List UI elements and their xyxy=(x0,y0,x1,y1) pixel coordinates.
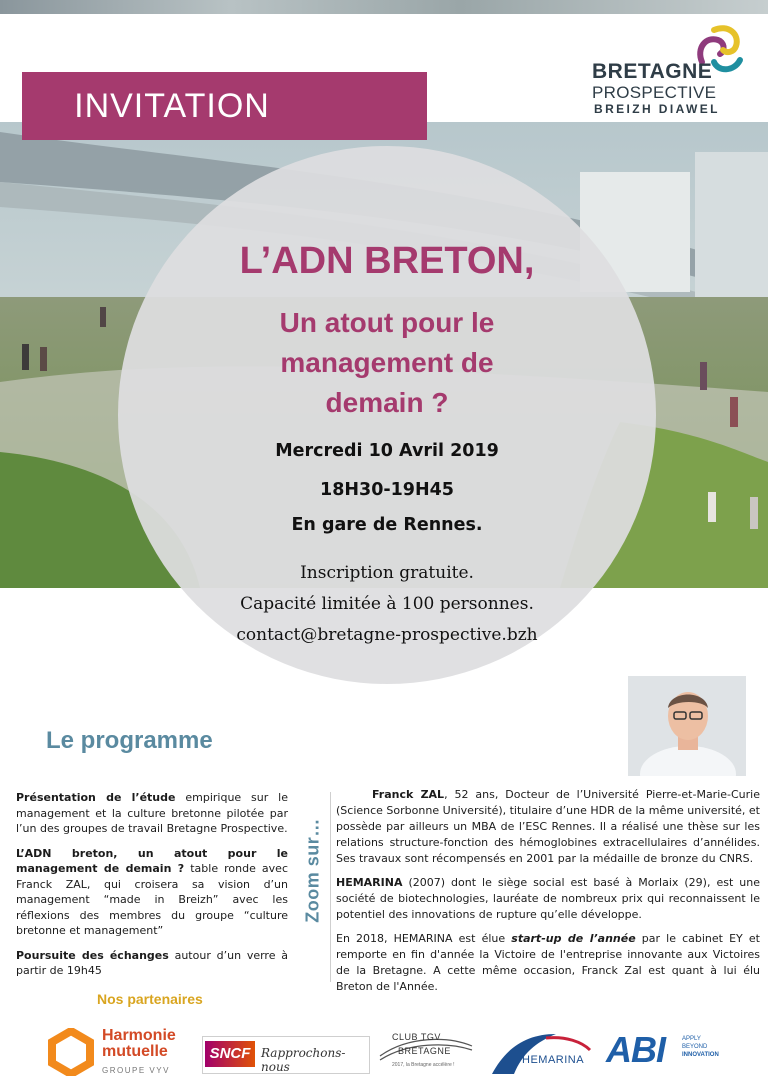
programme-item: Poursuite des échanges autour d’un verre à partir de 19h45 xyxy=(16,948,289,977)
event-subtitle xyxy=(118,303,656,423)
event-place: En gare de Rennes. xyxy=(291,515,483,535)
event-date: Mercredi 10 Avril 2019 xyxy=(275,441,499,461)
partners-heading: Nos partenaires xyxy=(97,991,203,1007)
harmonie-mutuelle-logo: Harmonie mutuelle GROUPE VYV xyxy=(48,1026,188,1082)
bretagne-prospective-logo xyxy=(592,24,752,114)
sncf-logo: SNCF Rapprochons-nous xyxy=(202,1036,370,1074)
logo-line-1: BRETAGNE xyxy=(592,60,713,83)
zoom-paragraph-company: HEMARINA (2007) dont le siège social est basé à Morlaix (29), est une société de biotechnologies, lauréate de nombreux prix qui reconnaissent le potentiel des innovations de rupture qu’elle développe. xyxy=(336,876,760,921)
registration-info: Inscription gratuite. xyxy=(300,563,474,583)
zoom-label: Zoom sur… xyxy=(302,818,323,923)
subtitle-line: management de xyxy=(280,347,494,378)
subtitle-line: Un atout pour le xyxy=(279,307,495,338)
speaker-portrait xyxy=(628,676,746,776)
harmonie-hexagon-icon xyxy=(48,1028,94,1076)
zoom-column xyxy=(336,787,760,1003)
event-title: L’ADN BRETON, xyxy=(239,240,535,282)
logo-line-2: PROSPECTIVE xyxy=(592,83,717,102)
programme-item: Présentation de l’étude empirique sur le management et la culture bretonne pilotée par l’un des groupes de travail Bretagne Prospective. xyxy=(16,791,288,835)
invitation-banner xyxy=(22,72,427,140)
logo-line-3: BREIZH DIAWEL xyxy=(594,102,720,116)
hemarina-logo: HEMARINA xyxy=(486,1028,594,1078)
capacity-info: Capacité limitée à 100 personnes. xyxy=(240,594,534,614)
contact-email-link[interactable]: contact@bretagne-prospective.bzh xyxy=(236,625,538,645)
programme-list xyxy=(16,790,288,988)
event-time: 18H30-19H45 xyxy=(320,480,454,500)
programme-heading: Le programme xyxy=(46,727,213,754)
abi-logo: ABI APPLY BEYOND INNOVATION xyxy=(606,1029,719,1070)
top-photo-strip xyxy=(0,0,768,14)
club-tgv-logo: CLUB TGV BRETAGNE 2017, la Bretagne accélère ! xyxy=(378,1030,474,1074)
zoom-divider xyxy=(330,792,331,982)
hemarina-wave-icon xyxy=(486,1028,594,1078)
invitation-label: INVITATION xyxy=(74,87,270,125)
subtitle-line: demain ? xyxy=(325,387,449,418)
zoom-paragraph-award: En 2018, HEMARINA est élue start-up de l’année par le cabinet EY et remporte en fin d'année la Victoire de l'entreprise innovante aux Victoires de la Bretagne. A cette même occasion, Franck Zal est quant à lui élu Breton de l'Année. xyxy=(336,932,760,993)
programme-item: L’ADN breton, un atout pour le management de demain ? table ronde avec Franck ZAL, qui croisera sa vision d’un management “made in Breizh” avec les réflexions des membres du groupe “culture bretonne et management” xyxy=(16,846,288,937)
zoom-paragraph-bio: Franck ZAL, 52 ans, Docteur de l’Université Pierre-et-Marie-Curie (Science Sorbonne Université), titulaire d’une HDR de la même université, et possède par ailleurs un MBA de l’ESC Rennes. Il a réalisé une thèse sur les relations structure-fonction des hémoglobines extracellulaires d’annélides. Ses travaux sont récompensés en 2001 par la médaille de bronze du CNRS. xyxy=(336,788,760,865)
